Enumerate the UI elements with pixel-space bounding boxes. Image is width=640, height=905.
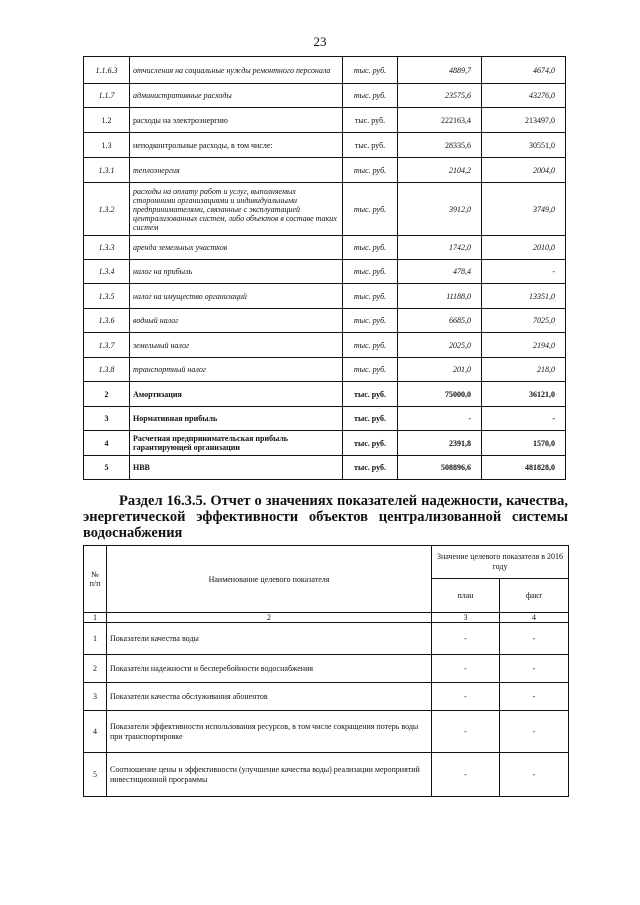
- row-number: 1.3.5: [84, 284, 130, 309]
- row-number: 3: [84, 683, 107, 711]
- row-plan: -: [432, 683, 500, 711]
- row-number: 4: [84, 711, 107, 753]
- row-value-1: -: [398, 407, 482, 431]
- row-name: неподконтрольные расходы, в том числе:: [130, 133, 343, 158]
- row-number: 2: [84, 655, 107, 683]
- row-unit: тыс. руб.: [343, 431, 398, 456]
- row-name: аренда земельных участков: [130, 236, 343, 260]
- table-row: [84, 158, 566, 183]
- row-name: Амортизация: [130, 382, 343, 407]
- row-name: отчисления на социальные нужды ремонтного персонала: [130, 57, 343, 84]
- row-value-1: 478,4: [398, 260, 482, 284]
- row-value-1: 3912,0: [398, 183, 482, 236]
- table-row: [84, 623, 569, 655]
- row-name: Соотношение цены и эффективности (улучшение качества воды) реализации мероприятий инвестиционной программы: [107, 753, 432, 797]
- row-value-2: 36121,0: [482, 382, 566, 407]
- section-title: Раздел 16.3.5. Отчет о значениях показателей надежности, качества, энергетической эффективности объектов централизованной системы водоснабжения: [83, 493, 568, 541]
- indicators-table: [83, 545, 569, 797]
- row-number: 5: [84, 753, 107, 797]
- row-unit: тыс. руб.: [343, 309, 398, 333]
- table-row: [84, 456, 566, 480]
- table-row: [84, 236, 566, 260]
- row-name: Показатели эффективности использования ресурсов, в том числе сокращения потерь воды при транспортировке: [107, 711, 432, 753]
- row-value-1: 2025,0: [398, 333, 482, 358]
- row-name: Показатели надежности и бесперебойности водоснабжения: [107, 655, 432, 683]
- row-number: 1.3.4: [84, 260, 130, 284]
- col-number: 4: [500, 613, 569, 623]
- table-row: [84, 683, 569, 711]
- table-row: [84, 284, 566, 309]
- col-number: 2: [107, 613, 432, 623]
- row-number: 5: [84, 456, 130, 480]
- row-value-1: 6685,0: [398, 309, 482, 333]
- row-number: 1.3.7: [84, 333, 130, 358]
- table-row: [84, 183, 566, 236]
- row-value-2: -: [482, 260, 566, 284]
- row-value-1: 75000,0: [398, 382, 482, 407]
- row-value-1: 201,0: [398, 358, 482, 382]
- row-value-1: 11188,0: [398, 284, 482, 309]
- row-value-1: 508896,6: [398, 456, 482, 480]
- row-unit: тыс. руб.: [343, 183, 398, 236]
- row-number: 1.1.6.3: [84, 57, 130, 84]
- row-value-2: 3749,0: [482, 183, 566, 236]
- row-value-2: -: [482, 407, 566, 431]
- row-name: расходы на электроэнергию: [130, 108, 343, 133]
- row-number: 1.3: [84, 133, 130, 158]
- row-value-2: 13351,0: [482, 284, 566, 309]
- table-row: [84, 407, 566, 431]
- row-name: теплоэнергия: [130, 158, 343, 183]
- row-number: 1.3.2: [84, 183, 130, 236]
- row-value-1: 23575,6: [398, 84, 482, 108]
- row-unit: тыс. руб.: [343, 57, 398, 84]
- row-value-2: 2004,0: [482, 158, 566, 183]
- row-name: Расчетная предпринимательская прибыль гарантирующей организации: [130, 431, 343, 456]
- row-value-2: 2010,0: [482, 236, 566, 260]
- col-number: 1: [84, 613, 107, 623]
- header-num: № п/п: [84, 546, 107, 613]
- row-value-2: 2194,0: [482, 333, 566, 358]
- table-row: [84, 260, 566, 284]
- header-plan: план: [432, 579, 500, 613]
- table-row: [84, 655, 569, 683]
- row-value-1: 2104,2: [398, 158, 482, 183]
- row-name: налог на имущество организаций: [130, 284, 343, 309]
- row-plan: -: [432, 711, 500, 753]
- table-row: [84, 108, 566, 133]
- row-value-2: 43276,0: [482, 84, 566, 108]
- row-number: 1.1.7: [84, 84, 130, 108]
- page-number: 23: [313, 34, 327, 49]
- row-value-2: 30551,0: [482, 133, 566, 158]
- row-unit: тыс. руб.: [343, 358, 398, 382]
- header-name: Наименование целевого показателя: [107, 546, 432, 613]
- row-unit: тыс. руб.: [343, 284, 398, 309]
- header-value-group: Значение целевого показателя в 2016 году: [432, 546, 569, 579]
- row-name: расходы на оплату работ и услуг, выполняемых сторонними организациями и индивидуальными предпринимателями, связанные с эксплуатацией централизованных систем, либо объектов в составе таких систем: [130, 183, 343, 236]
- row-number: 4: [84, 431, 130, 456]
- expenses-table: [83, 56, 566, 480]
- row-fact: -: [500, 655, 569, 683]
- row-value-2: 213497,0: [482, 108, 566, 133]
- row-fact: -: [500, 753, 569, 797]
- row-number: 1.3.8: [84, 358, 130, 382]
- row-value-1: 1742,0: [398, 236, 482, 260]
- row-value-2: 7025,0: [482, 309, 566, 333]
- row-value-1: 28335,6: [398, 133, 482, 158]
- row-name: водный налог: [130, 309, 343, 333]
- row-fact: -: [500, 623, 569, 655]
- row-value-1: 2391,8: [398, 431, 482, 456]
- row-unit: тыс. руб.: [343, 260, 398, 284]
- row-value-1: 222163,4: [398, 108, 482, 133]
- table-row: [84, 382, 566, 407]
- row-number: 1.3.6: [84, 309, 130, 333]
- row-name: административные расходы: [130, 84, 343, 108]
- row-fact: -: [500, 711, 569, 753]
- table-row: [84, 358, 566, 382]
- row-value-1: 4889,7: [398, 57, 482, 84]
- row-unit: тыс. руб.: [343, 133, 398, 158]
- row-plan: -: [432, 655, 500, 683]
- col-number: 3: [432, 613, 500, 623]
- table-row: [84, 333, 566, 358]
- row-value-2: 481828,0: [482, 456, 566, 480]
- row-value-2: 1570,0: [482, 431, 566, 456]
- row-number: 3: [84, 407, 130, 431]
- row-plan: -: [432, 753, 500, 797]
- row-name: НВВ: [130, 456, 343, 480]
- row-name: налог на прибыль: [130, 260, 343, 284]
- row-unit: тыс. руб.: [343, 84, 398, 108]
- row-name: Показатели качества обслуживания абонентов: [107, 683, 432, 711]
- row-unit: тыс. руб.: [343, 382, 398, 407]
- table-row: [84, 711, 569, 753]
- table-row: [84, 84, 566, 108]
- table-row: [84, 133, 566, 158]
- row-value-2: 218,0: [482, 358, 566, 382]
- row-value-2: 4674,0: [482, 57, 566, 84]
- table-row: [84, 309, 566, 333]
- row-unit: тыс. руб.: [343, 158, 398, 183]
- table-row: [84, 753, 569, 797]
- row-name: Показатели качества воды: [107, 623, 432, 655]
- table-row: [84, 57, 566, 84]
- row-number: 1: [84, 623, 107, 655]
- row-number: 2: [84, 382, 130, 407]
- row-unit: тыс. руб.: [343, 333, 398, 358]
- row-name: транспортный налог: [130, 358, 343, 382]
- row-plan: -: [432, 623, 500, 655]
- header-fact: факт: [500, 579, 569, 613]
- row-unit: тыс. руб.: [343, 456, 398, 480]
- row-number: 1.2: [84, 108, 130, 133]
- row-fact: -: [500, 683, 569, 711]
- row-unit: тыс. руб.: [343, 108, 398, 133]
- row-unit: тыс. руб.: [343, 407, 398, 431]
- table-row: [84, 431, 566, 456]
- row-unit: тыс. руб.: [343, 236, 398, 260]
- row-number: 1.3.3: [84, 236, 130, 260]
- row-name: Нормативная прибыль: [130, 407, 343, 431]
- row-number: 1.3.1: [84, 158, 130, 183]
- row-name: земельный налог: [130, 333, 343, 358]
